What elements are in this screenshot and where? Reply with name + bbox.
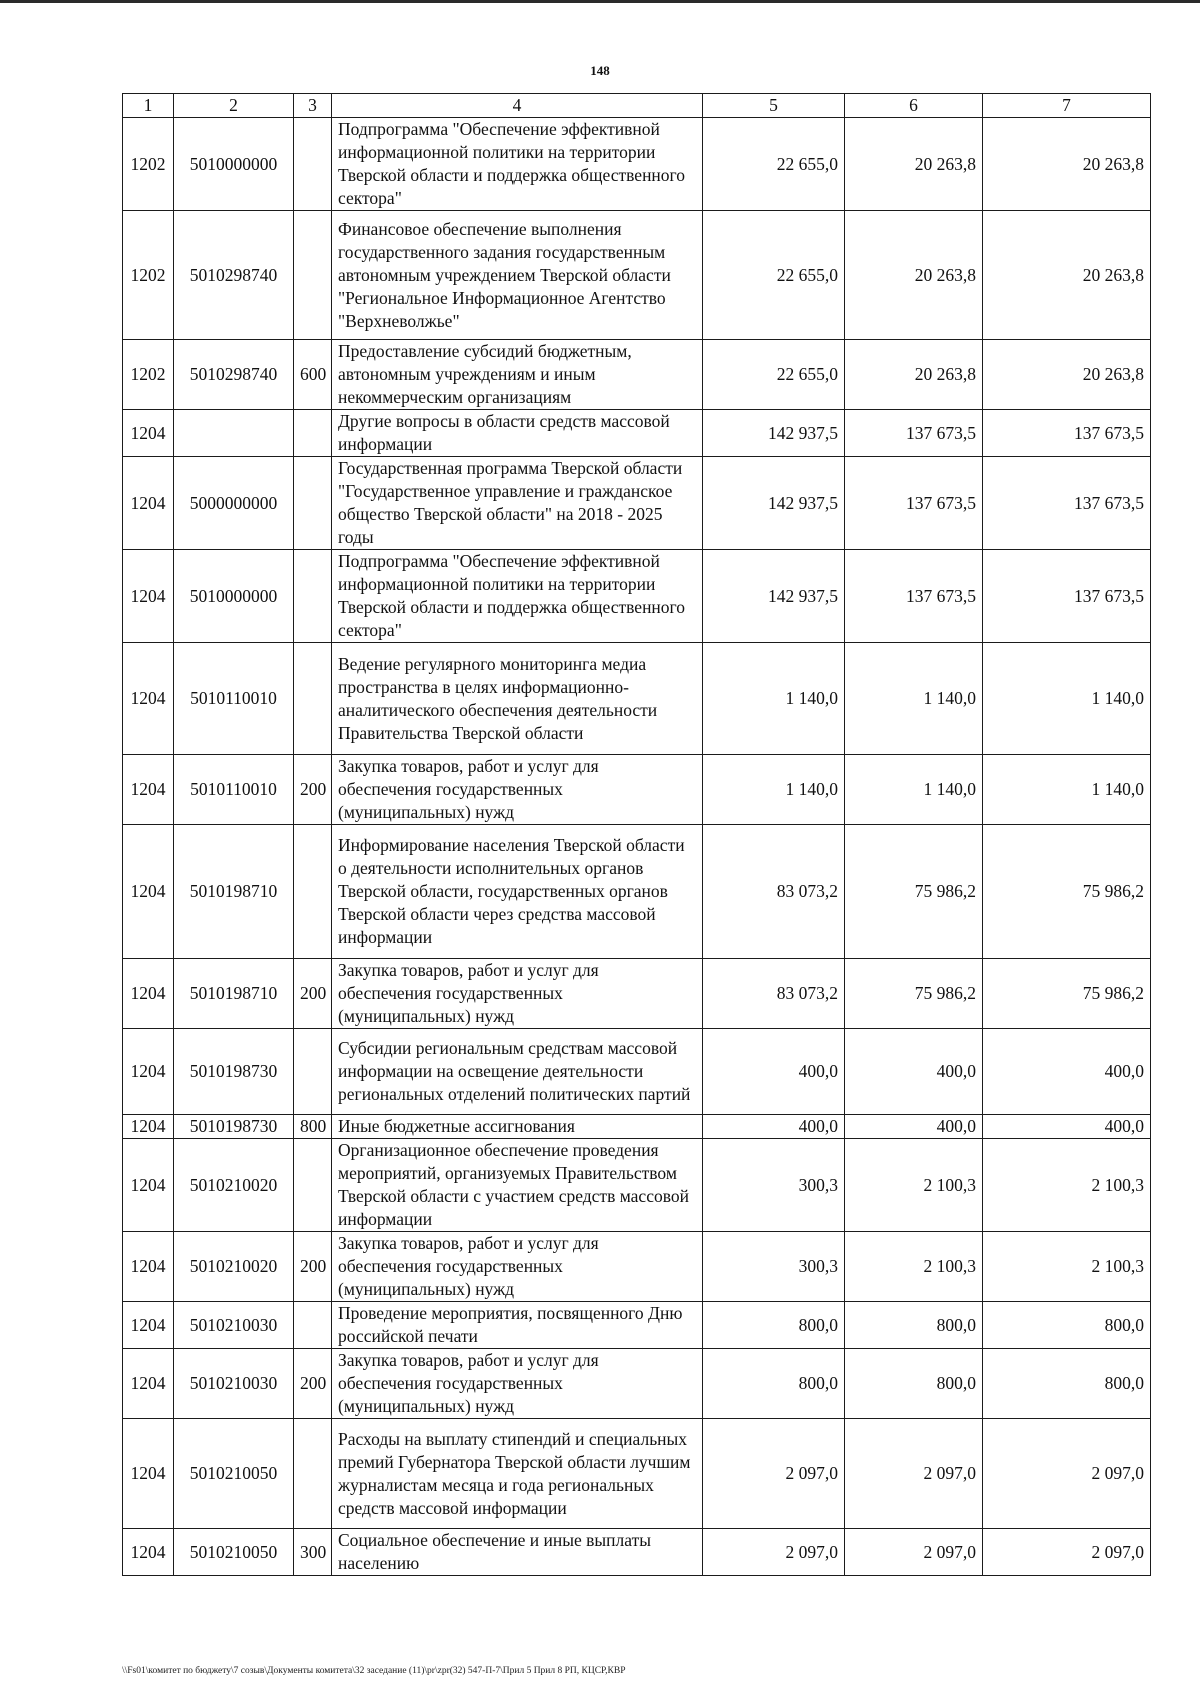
row-amount-col6: 1 140,0 [845, 755, 983, 825]
row-amount-col6: 20 263,8 [845, 211, 983, 340]
col-header-3: 3 [294, 94, 332, 118]
table-row [123, 550, 1151, 643]
row-description: Закупка товаров, работ и услуг для обеспечения государственных (муниципальных) нужд [332, 755, 703, 825]
row-description: Социальное обеспечение и иные выплаты населению [332, 1529, 703, 1576]
row-amount-col5: 800,0 [703, 1302, 845, 1349]
row-description: Закупка товаров, работ и услуг для обеспечения государственных (муниципальных) нужд [332, 959, 703, 1029]
row-amount-col5: 2 097,0 [703, 1419, 845, 1529]
row-expense-kind [294, 457, 332, 550]
row-amount-col7: 20 263,8 [983, 211, 1151, 340]
row-description: Организационное обеспечение проведения мероприятий, организуемых Правительством Тверской области с участием средств массовой информации [332, 1139, 703, 1232]
top-border-line [0, 0, 1200, 3]
row-amount-col7: 2 100,3 [983, 1139, 1151, 1232]
row-amount-col5: 22 655,0 [703, 118, 845, 211]
row-expense-kind [294, 1302, 332, 1349]
row-amount-col5: 22 655,0 [703, 340, 845, 410]
table-row [123, 1139, 1151, 1232]
row-description: Финансовое обеспечение выполнения государственного задания государственным автономным учреждением Тверской области "Региональное Информационное Агентство "Верхневолжье" [332, 211, 703, 340]
row-amount-col7: 20 263,8 [983, 118, 1151, 211]
row-description: Иные бюджетные ассигнования [332, 1115, 703, 1139]
budget-table [122, 93, 1151, 1576]
table-row [123, 755, 1151, 825]
row-description: Ведение регулярного мониторинга медиа пространства в целях информационно-аналитического обеспечения деятельности Правительства Тверской области [332, 643, 703, 755]
table-row [123, 211, 1151, 340]
row-amount-col6: 137 673,5 [845, 550, 983, 643]
row-section-code: 1204 [123, 1029, 174, 1115]
row-description: Закупка товаров, работ и услуг для обеспечения государственных (муниципальных) нужд [332, 1232, 703, 1302]
row-section-code: 1204 [123, 1232, 174, 1302]
col-header-6: 6 [845, 94, 983, 118]
row-amount-col6: 1 140,0 [845, 643, 983, 755]
row-expense-kind: 600 [294, 340, 332, 410]
row-target-code: 5010198730 [174, 1115, 294, 1139]
table-row [123, 1029, 1151, 1115]
row-amount-col6: 2 097,0 [845, 1529, 983, 1576]
row-amount-col6: 137 673,5 [845, 457, 983, 550]
row-section-code: 1204 [123, 755, 174, 825]
row-expense-kind [294, 1029, 332, 1115]
row-section-code: 1204 [123, 550, 174, 643]
col-header-7: 7 [983, 94, 1151, 118]
row-target-code: 5010210020 [174, 1232, 294, 1302]
row-amount-col7: 137 673,5 [983, 457, 1151, 550]
row-amount-col5: 400,0 [703, 1029, 845, 1115]
row-target-code: 5010210050 [174, 1529, 294, 1576]
row-target-code: 5010110010 [174, 643, 294, 755]
row-target-code: 5010198730 [174, 1029, 294, 1115]
table-row [123, 410, 1151, 457]
row-amount-col6: 400,0 [845, 1115, 983, 1139]
row-section-code: 1204 [123, 1349, 174, 1419]
table-row [123, 959, 1151, 1029]
row-amount-col6: 20 263,8 [845, 340, 983, 410]
row-expense-kind [294, 825, 332, 959]
row-amount-col5: 142 937,5 [703, 410, 845, 457]
table-row [123, 643, 1151, 755]
row-amount-col5: 300,3 [703, 1232, 845, 1302]
row-amount-col5: 142 937,5 [703, 550, 845, 643]
row-section-code: 1204 [123, 825, 174, 959]
row-expense-kind [294, 550, 332, 643]
page-number: 148 [590, 63, 610, 78]
row-amount-col6: 2 097,0 [845, 1419, 983, 1529]
row-amount-col7: 137 673,5 [983, 550, 1151, 643]
row-target-code: 5010000000 [174, 118, 294, 211]
table-row [123, 1232, 1151, 1302]
table-header-row [123, 94, 1151, 118]
row-amount-col5: 83 073,2 [703, 825, 845, 959]
row-amount-col6: 137 673,5 [845, 410, 983, 457]
row-description: Государственная программа Тверской области "Государственное управление и гражданское общество Тверской области" на 2018 - 2025 годы [332, 457, 703, 550]
row-expense-kind: 200 [294, 1232, 332, 1302]
row-amount-col6: 2 100,3 [845, 1232, 983, 1302]
row-description: Подпрограмма "Обеспечение эффективной информационной политики на территории Тверской области и поддержка общественного сектора" [332, 118, 703, 211]
row-expense-kind [294, 118, 332, 211]
footer-file-path: \\Fs01\комитет по бюджету\7 созыв\Документы комитета\32 заседание (11)\pr\zpr(32) 547-П-7\Прил 5 Прил 8 РП, КЦСР,КВР [122, 1666, 626, 1676]
row-description: Предоставление субсидий бюджетным, автономным учреждениям и иным некоммерческим организациям [332, 340, 703, 410]
row-amount-col7: 400,0 [983, 1115, 1151, 1139]
row-amount-col7: 75 986,2 [983, 825, 1151, 959]
row-section-code: 1204 [123, 457, 174, 550]
row-description: Подпрограмма "Обеспечение эффективной информационной политики на территории Тверской области и поддержка общественного сектора" [332, 550, 703, 643]
row-section-code: 1204 [123, 643, 174, 755]
row-amount-col7: 2 100,3 [983, 1232, 1151, 1302]
row-target-code: 5010198710 [174, 825, 294, 959]
row-amount-col5: 1 140,0 [703, 755, 845, 825]
row-target-code: 5010210030 [174, 1302, 294, 1349]
row-amount-col7: 1 140,0 [983, 755, 1151, 825]
row-expense-kind: 200 [294, 959, 332, 1029]
table-body [123, 118, 1151, 1576]
row-description: Субсидии региональным средствам массовой информации на освещение деятельности региональных отделений политических партий [332, 1029, 703, 1115]
row-section-code: 1204 [123, 410, 174, 457]
table-row [123, 1349, 1151, 1419]
col-header-1: 1 [123, 94, 174, 118]
row-target-code: 5010110010 [174, 755, 294, 825]
row-amount-col7: 400,0 [983, 1029, 1151, 1115]
row-amount-col6: 75 986,2 [845, 825, 983, 959]
row-section-code: 1202 [123, 118, 174, 211]
row-expense-kind [294, 410, 332, 457]
row-description: Закупка товаров, работ и услуг для обеспечения государственных (муниципальных) нужд [332, 1349, 703, 1419]
row-amount-col6: 75 986,2 [845, 959, 983, 1029]
row-target-code: 5010298740 [174, 340, 294, 410]
row-amount-col6: 2 100,3 [845, 1139, 983, 1232]
row-target-code: 5010198710 [174, 959, 294, 1029]
row-description: Другие вопросы в области средств массовой информации [332, 410, 703, 457]
row-description: Расходы на выплату стипендий и специальных премий Губернатора Тверской области лучшим журналистам месяца и года региональных средств массовой информации [332, 1419, 703, 1529]
row-amount-col5: 83 073,2 [703, 959, 845, 1029]
row-target-code: 5010210020 [174, 1139, 294, 1232]
row-section-code: 1204 [123, 959, 174, 1029]
row-section-code: 1204 [123, 1139, 174, 1232]
row-amount-col7: 800,0 [983, 1302, 1151, 1349]
table-row [123, 1529, 1151, 1576]
row-expense-kind [294, 211, 332, 340]
row-amount-col7: 2 097,0 [983, 1419, 1151, 1529]
table-row [123, 1115, 1151, 1139]
table-row [123, 825, 1151, 959]
row-amount-col6: 400,0 [845, 1029, 983, 1115]
table-row [123, 118, 1151, 211]
row-description: Информирование населения Тверской области о деятельности исполнительных органов Тверской области, государственных органов Тверской области через средства массовой информации [332, 825, 703, 959]
row-amount-col5: 2 097,0 [703, 1529, 845, 1576]
row-section-code: 1204 [123, 1529, 174, 1576]
row-section-code: 1204 [123, 1115, 174, 1139]
row-target-code: 5010210030 [174, 1349, 294, 1419]
row-amount-col7: 75 986,2 [983, 959, 1151, 1029]
row-description: Проведение мероприятия, посвященного Дню российской печати [332, 1302, 703, 1349]
row-amount-col5: 400,0 [703, 1115, 845, 1139]
table-row [123, 1302, 1151, 1349]
row-section-code: 1204 [123, 1302, 174, 1349]
row-expense-kind: 200 [294, 755, 332, 825]
row-expense-kind [294, 643, 332, 755]
row-target-code: 5010210050 [174, 1419, 294, 1529]
row-target-code: 5010298740 [174, 211, 294, 340]
row-amount-col5: 22 655,0 [703, 211, 845, 340]
table-row [123, 457, 1151, 550]
col-header-2: 2 [174, 94, 294, 118]
row-amount-col6: 800,0 [845, 1302, 983, 1349]
row-amount-col5: 800,0 [703, 1349, 845, 1419]
row-section-code: 1202 [123, 211, 174, 340]
row-target-code: 5000000000 [174, 457, 294, 550]
row-amount-col6: 800,0 [845, 1349, 983, 1419]
col-header-4: 4 [332, 94, 703, 118]
row-target-code: 5010000000 [174, 550, 294, 643]
row-section-code: 1202 [123, 340, 174, 410]
row-amount-col7: 800,0 [983, 1349, 1151, 1419]
row-amount-col7: 137 673,5 [983, 410, 1151, 457]
row-amount-col5: 1 140,0 [703, 643, 845, 755]
row-amount-col5: 142 937,5 [703, 457, 845, 550]
row-amount-col7: 20 263,8 [983, 340, 1151, 410]
row-amount-col7: 2 097,0 [983, 1529, 1151, 1576]
row-target-code [174, 410, 294, 457]
row-amount-col7: 1 140,0 [983, 643, 1151, 755]
table-row [123, 340, 1151, 410]
row-section-code: 1204 [123, 1419, 174, 1529]
row-expense-kind: 300 [294, 1529, 332, 1576]
row-expense-kind [294, 1139, 332, 1232]
row-amount-col6: 20 263,8 [845, 118, 983, 211]
row-expense-kind: 800 [294, 1115, 332, 1139]
col-header-5: 5 [703, 94, 845, 118]
table-row [123, 1419, 1151, 1529]
row-expense-kind: 200 [294, 1349, 332, 1419]
row-amount-col5: 300,3 [703, 1139, 845, 1232]
row-expense-kind [294, 1419, 332, 1529]
